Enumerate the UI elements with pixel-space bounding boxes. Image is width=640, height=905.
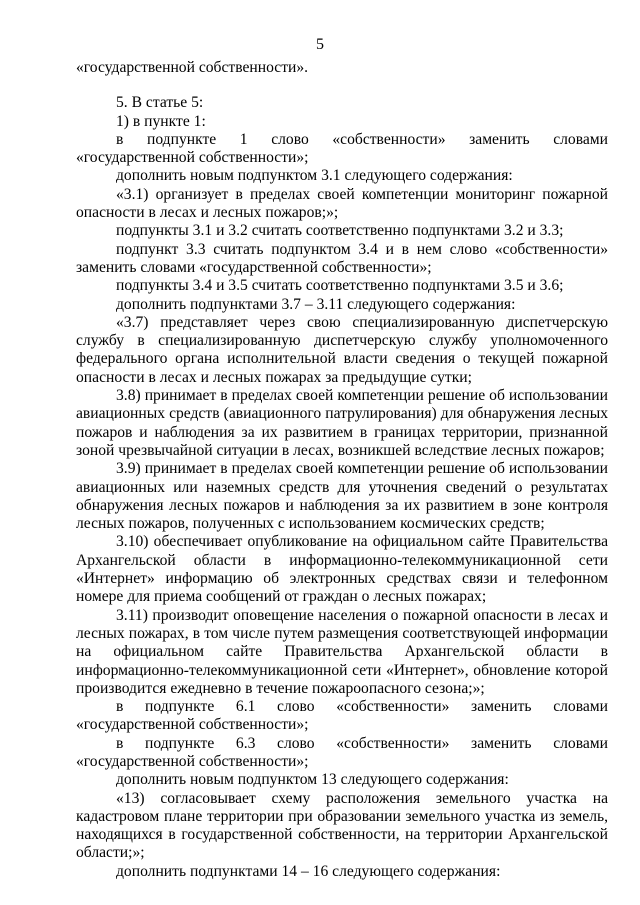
paragraph: «государственной собственности». [76,59,309,76]
paragraph: в подпункте 6.3 слово «собственности» заменить словами «государственной собственности»; [76,734,608,770]
paragraph: 3.8) принимает в пределах своей компетенции решение об использовании авиационных средств (авиационного патрулирования) для обнаружения лесных пожаров и наблюдения за их развитием в границах территории, признанной зоной чрезвычайной ситуации в лесах, возникшей вследствие лесных пожаров; [76,387,608,459]
paragraph: в подпункте 1 слово «собственности» заменить словами «государственной собственности»; [76,130,608,167]
paragraph: подпункт 3.3 считать подпунктом 3.4 и в нем слово «собственности» заменить словами «государственной собственности»; [76,240,608,276]
paragraph: 3.11) производит оповещение населения о пожарной опасности в лесах и лесных пожарах, в том числе путем размещения соответствующей информации на официальном сайте Правительства Архангельской области в информационно-телекоммуникационной сети «Интернет», обновление которой производится ежедневно в течение пожароопасного сезона;»; [76,606,608,697]
paragraph: 1) в пункте 1: [116,112,206,130]
paragraph: дополнить подпунктами 3.7 – 3.11 следующего содержания: [116,295,516,313]
paragraph: подпункты 3.1 и 3.2 считать соответственно подпунктами 3.2 и 3.3; [116,222,564,240]
paragraph: «13) согласовывает схему расположения земельного участка на кадастровом плане территории при образовании земельного участка из земель, находящихся в государственной собственности, на территории Архангельской области;»; [76,789,608,862]
paragraph: 3.10) обеспечивает опубликование на официальном сайте Правительства Архангельской области в информационно-телекоммуникационной сети «Интернет» информацию об электронных средствах связи и телефонном номере для приема сообщений от граждан о лесных пожарах; [76,533,608,606]
paragraph: дополнить новым подпунктом 3.1 следующего содержания: [116,167,513,185]
page-number: 5 [316,36,324,53]
paragraph: «3.7) представляет через свою специализированную диспетчерскую службу в специализированную диспетчерскую службу уполномоченного федерального органа исполнительной власти сведения о текущей пожарной опасности в лесах и лесных пожарах за предыдущие сутки; [76,313,608,386]
paragraph: подпункты 3.4 и 3.5 считать соответственно подпунктами 3.5 и 3.6; [116,277,564,295]
paragraph: дополнить подпунктами 14 – 16 следующего содержания: [116,862,501,880]
paragraph: дополнить новым подпунктом 13 следующего содержания: [116,771,509,789]
document-body [76,59,608,881]
paragraph: в подпункте 6.1 слово «собственности» заменить словами «государственной собственности»; [76,698,608,734]
paragraph: 3.9) принимает в пределах своей компетенции решение об использовании авиационных или наземных средств для уточнения сведений о результатах обнаружения лесных пожаров и наблюдения за их развитием в зоне контроля лесных пожаров, полученных с использованием космических средств; [76,460,608,533]
section-heading: 5. В статье 5: [116,94,204,112]
paragraph: «3.1) организует в пределах своей компетенции мониторинг пожарной опасности в лесах и лесных пожаров;»; [76,185,608,222]
